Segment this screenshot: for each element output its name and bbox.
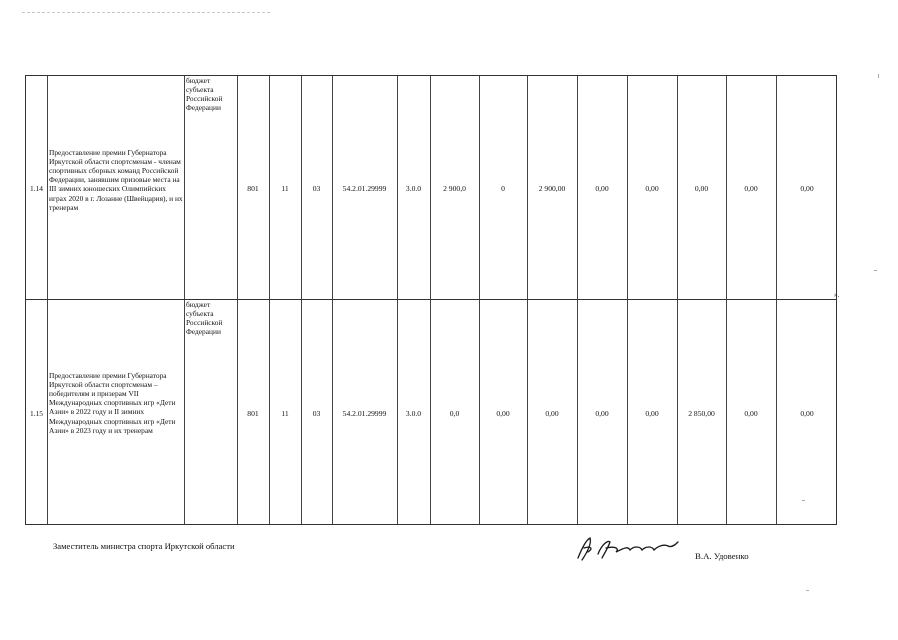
signatory-name: В.А. Удовенко	[695, 551, 749, 561]
amount-cell: 2 850,00	[688, 409, 715, 418]
amount-cell: 0,00	[595, 409, 609, 418]
signatory-position: Заместитель министра спорта Иркутской области	[53, 541, 235, 551]
subsection-code: 03	[312, 184, 321, 193]
amount-cell: 0,00	[744, 409, 758, 418]
row-number: 1.15	[30, 409, 43, 418]
amount-cell: 0,00	[545, 409, 559, 418]
budget-table	[25, 75, 840, 525]
amount-cell: 0,00	[694, 184, 709, 193]
budget-level: бюджет субъекта Российской Федерации	[186, 76, 223, 113]
amount-cell: 2 900,00	[538, 184, 566, 193]
scan-artifact-tick	[806, 590, 809, 591]
row-description: Предоставление премии Губернатора Иркутской области спортсменам - членам спортивных сборных команд Российской Федерации, занявшим призовые места на III зимних юношеских Олимпийских играх 2020 в г. Лозанне (Швейцария), и их тренерам	[49, 148, 183, 212]
expense-type-code: 3.0.0	[405, 409, 422, 418]
scan-artifact-tick	[874, 270, 877, 271]
subsection-code: 03	[312, 409, 321, 418]
section-code: 11	[281, 184, 289, 193]
amount-cell: 0,00	[645, 409, 659, 418]
target-article-code: 54.2.01.29999	[342, 409, 387, 418]
row-description: Предоставление премии Губернатора Иркутской области спортсменам – победителям и призерам VII Международных спортивных игр «Дети Азии» в 2022 году и II зимних Международных спортивных игр «Дети Азии» в 2023 году и их тренерам	[49, 371, 176, 435]
amount-cell: 0,00	[595, 184, 609, 193]
amount-cell: 0,0	[449, 409, 460, 418]
amount-cell: 0,00	[496, 409, 510, 418]
margin-mark: ».	[834, 291, 840, 299]
expense-type-code: 3.0.0	[405, 184, 422, 193]
budget-level: бюджет субъекта Российской Федерации	[186, 300, 223, 337]
amount-cell: 2 900,0	[443, 184, 466, 193]
grbs-code: 801	[247, 409, 259, 418]
target-article-code: 54.2.01.29999	[342, 184, 387, 193]
amount-cell: 0,00	[800, 184, 814, 193]
amount-cell: 0,00	[800, 409, 814, 418]
handwritten-signature	[572, 534, 682, 564]
amount-cell: 0	[501, 184, 505, 193]
scan-artifact-line	[22, 12, 270, 14]
amount-cell: 0,00	[645, 184, 659, 193]
row-number: 1.14	[30, 184, 43, 193]
amount-cell: 0,00	[744, 184, 758, 193]
section-code: 11	[281, 409, 289, 418]
grbs-code: 801	[247, 184, 259, 193]
scan-artifact-tick	[878, 74, 879, 78]
